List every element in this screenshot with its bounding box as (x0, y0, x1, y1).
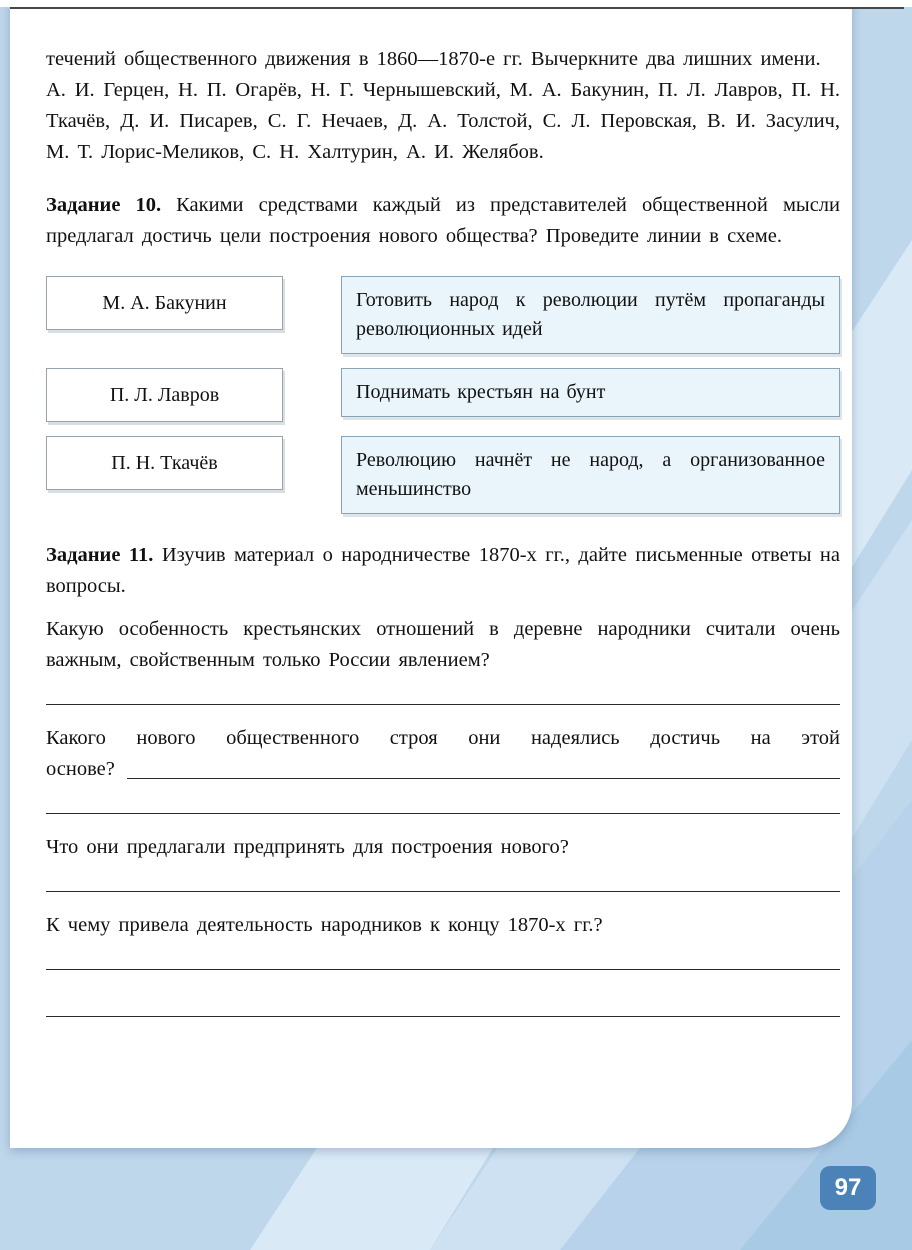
method-box-minority: Революцию начнёт не народ, а организованное меньшинство (341, 436, 840, 514)
intro-paragraph: течений общественного движения в 1860—1870-е гг. Вычеркните два лишних имени. (46, 48, 821, 70)
person-box-tkachev: П. Н. Ткачёв (46, 436, 283, 490)
answer-blank-inline (127, 778, 840, 779)
task-10-label: Задание 10. (46, 194, 162, 216)
question-1: Какую особенность крестьянских отношений в деревне народники считали очень важным, свойственным только России явлением? (46, 618, 840, 671)
answer-blank-line (46, 813, 840, 814)
task-11-paragraph (46, 540, 840, 602)
workbook-page (10, 0, 852, 1148)
task-11-text: Изучив материал о народничестве 1870-х гг., дайте письменные ответы на вопросы. (46, 544, 840, 597)
question-3: Что они предлагали предпринять для построения нового? (46, 836, 569, 858)
task-11-label: Задание 11. (46, 544, 154, 566)
person-box-bakunin: М. А. Бакунин (46, 276, 283, 330)
matching-scheme (46, 276, 840, 514)
question-2-continuation (46, 754, 840, 785)
names-list: А. И. Герцен, Н. П. Огарёв, Н. Г. Чернышевский, М. А. Бакунин, П. Л. Лавров, П. Н. Ткачёв, Д. И. Писарев, С. Г. Нечаев, Д. А. Толстой, С. Л. Перовская, В. И. Засулич, М. Т. Лорис-Меликов, С. Н. Халтурин, А. И. Желябов. (46, 79, 840, 163)
scheme-row (46, 276, 840, 354)
scan-top-margin (0, 0, 912, 7)
question-2-text: Какого нового общественного строя они надеялись достичь на этой (46, 727, 840, 749)
method-box-propaganda: Готовить народ к революции путём пропаганды революционных идей (341, 276, 840, 354)
answer-blank-line (46, 704, 840, 705)
answer-blank-line (46, 969, 840, 970)
answer-blank-line (46, 1016, 840, 1017)
task-10-paragraph (46, 190, 840, 252)
page-number-badge: 97 (820, 1166, 876, 1210)
person-box-lavrov: П. Л. Лавров (46, 368, 283, 422)
answer-blank-line (46, 891, 840, 892)
scan-edge-line (10, 7, 904, 9)
question-2-text-cont: основе? (46, 758, 115, 780)
question-4: К чему привела деятельность народников к концу 1870-х гг.? (46, 914, 603, 936)
method-box-revolt: Поднимать крестьян на бунт (341, 368, 840, 417)
scheme-row (46, 368, 840, 422)
scheme-row (46, 436, 840, 514)
task-10-text: Какими средствами каждый из представителей общественной мысли предлагал достичь цели построения нового общества? Проведите линии в схеме. (46, 194, 841, 247)
question-2 (46, 723, 840, 785)
